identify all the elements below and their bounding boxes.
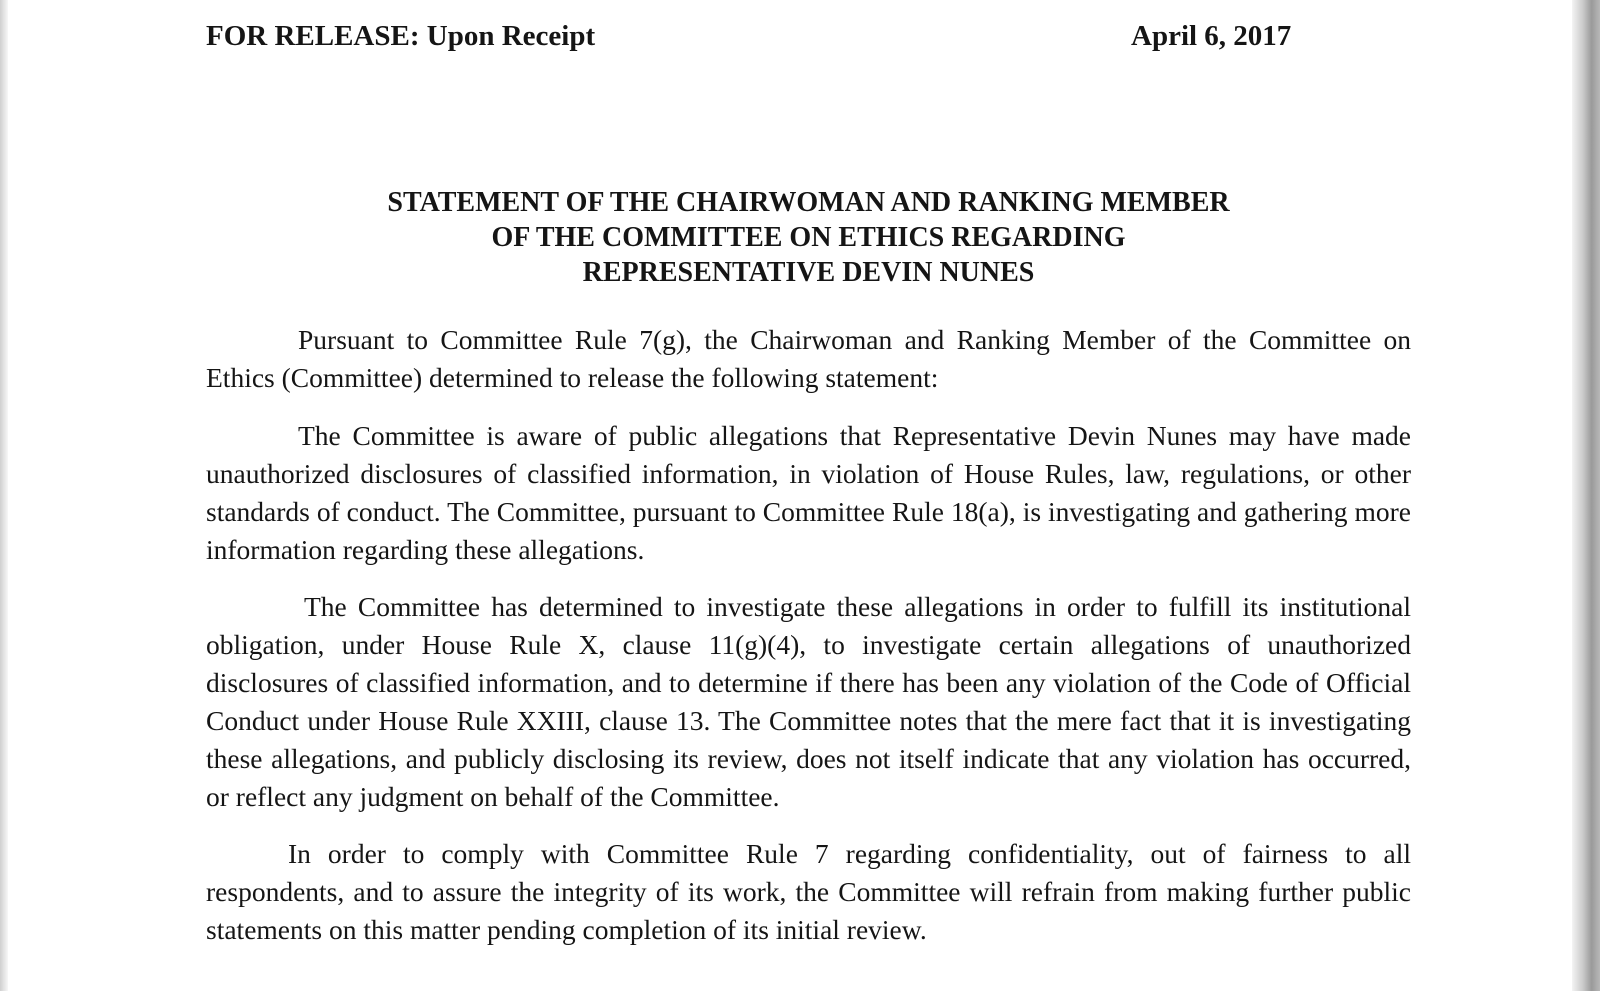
paragraph-investigation: The Committee has determined to investigate these allegations in order to fulfill its institutional obligation, under House Rule X, clause 11(g)(4), to investigate certain allegations of unauthorized disclosures of classified information, and to determine if there has been any violation of the Code of Official Conduct under House Rule XXIII, clause 13. The Committee notes that the mere fact that it is investigating these allegations, and publicly disclosing its review, does not itself indicate that any violation has occurred, or reflect any judgment on behalf of the Committee. (206, 591, 1411, 812)
title-line-2: OF THE COMMITTEE ON ETHICS REGARDING (491, 222, 1126, 253)
title-line-3: REPRESENTATIVE DEVIN NUNES (582, 257, 1035, 288)
page-left-edge (0, 0, 8, 991)
title-line-1: STATEMENT OF THE CHAIRWOMAN AND RANKING MEMBER (387, 187, 1230, 218)
press-release (206, 0, 1411, 991)
paragraph-intro: Pursuant to Committee Rule 7(g), the Chairwoman and Ranking Member of the Committee on Ethics (Committee) determined to release the following statement: (206, 324, 1411, 393)
paragraph-allegations: The Committee is aware of public allegations that Representative Devin Nunes may have made unauthorized disclosures of classified information, in violation of House Rules, law, regulations, or other standards of conduct. The Committee, pursuant to Committee Rule 18(a), is investigating and gathering more information regarding these allegations. (206, 420, 1411, 565)
release-notice: FOR RELEASE: Upon Receipt (206, 20, 596, 52)
page-right-edge (1572, 0, 1600, 991)
paragraph-confidentiality: In order to comply with Committee Rule 7 regarding confidentiality, out of fairness to all respondents, and to assure the integrity of its work, the Committee will refrain from making further public statements on this matter pending completion of its initial review. (206, 838, 1411, 945)
statement-title (206, 185, 1411, 290)
release-date: April 6, 2017 (1131, 20, 1292, 52)
